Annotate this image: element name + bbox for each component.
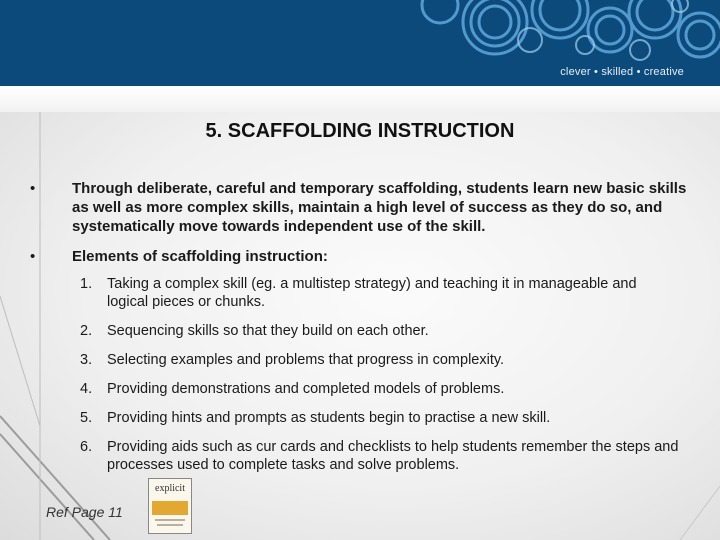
bullet-marker: • bbox=[30, 248, 36, 265]
list-item-text: Providing aids such as cur cards and checklists to help students remember the steps and processes used to complete tasks and solve problems. bbox=[107, 439, 679, 473]
page-reference: Ref Page 11 bbox=[46, 504, 123, 520]
list-number: 3. bbox=[80, 352, 93, 368]
list-number: 2. bbox=[80, 323, 93, 339]
list-item bbox=[80, 438, 680, 474]
book-cover-title: explicit bbox=[155, 483, 185, 494]
list-item-text: Providing demonstrations and completed models of problems. bbox=[107, 381, 505, 397]
scaffolding-elements-list bbox=[80, 275, 680, 485]
list-number: 1. bbox=[80, 276, 93, 292]
list-number: 4. bbox=[80, 381, 93, 397]
list-item-text: Taking a complex skill (eg. a multistep strategy) and teaching it in manageable and logical pieces or chunks. bbox=[107, 276, 637, 310]
list-item bbox=[80, 351, 680, 369]
bullet-item bbox=[30, 179, 687, 239]
header-banner bbox=[0, 0, 720, 86]
bullet-marker: • bbox=[30, 180, 36, 197]
list-number: 6. bbox=[80, 439, 93, 455]
bullet-text: Through deliberate, careful and temporary scaffolding, students learn new basic skills as well as more complex skills, maintain a high level of success as they do so, and systematically move towards independent use of the skill. bbox=[72, 180, 687, 235]
list-item bbox=[80, 380, 680, 398]
list-item bbox=[80, 409, 680, 427]
book-cover-text-line bbox=[155, 519, 185, 521]
list-item bbox=[80, 322, 680, 340]
list-item-text: Sequencing skills so that they build on each other. bbox=[107, 323, 429, 339]
book-cover-band bbox=[152, 501, 188, 515]
list-item-text: Providing hints and prompts as students begin to practise a new skill. bbox=[107, 410, 551, 426]
bullet-item bbox=[30, 247, 680, 267]
slide-title: 5. SCAFFOLDING INSTRUCTION bbox=[205, 120, 515, 142]
bullet-text: Elements of scaffolding instruction: bbox=[72, 248, 328, 265]
list-item-text: Selecting examples and problems that progress in complexity. bbox=[107, 352, 505, 368]
book-cover-text-line bbox=[157, 524, 183, 526]
list-item bbox=[80, 275, 680, 311]
list-number: 5. bbox=[80, 410, 93, 426]
header-tagline: clever • skilled • creative bbox=[560, 66, 684, 78]
book-cover-image bbox=[148, 478, 192, 534]
